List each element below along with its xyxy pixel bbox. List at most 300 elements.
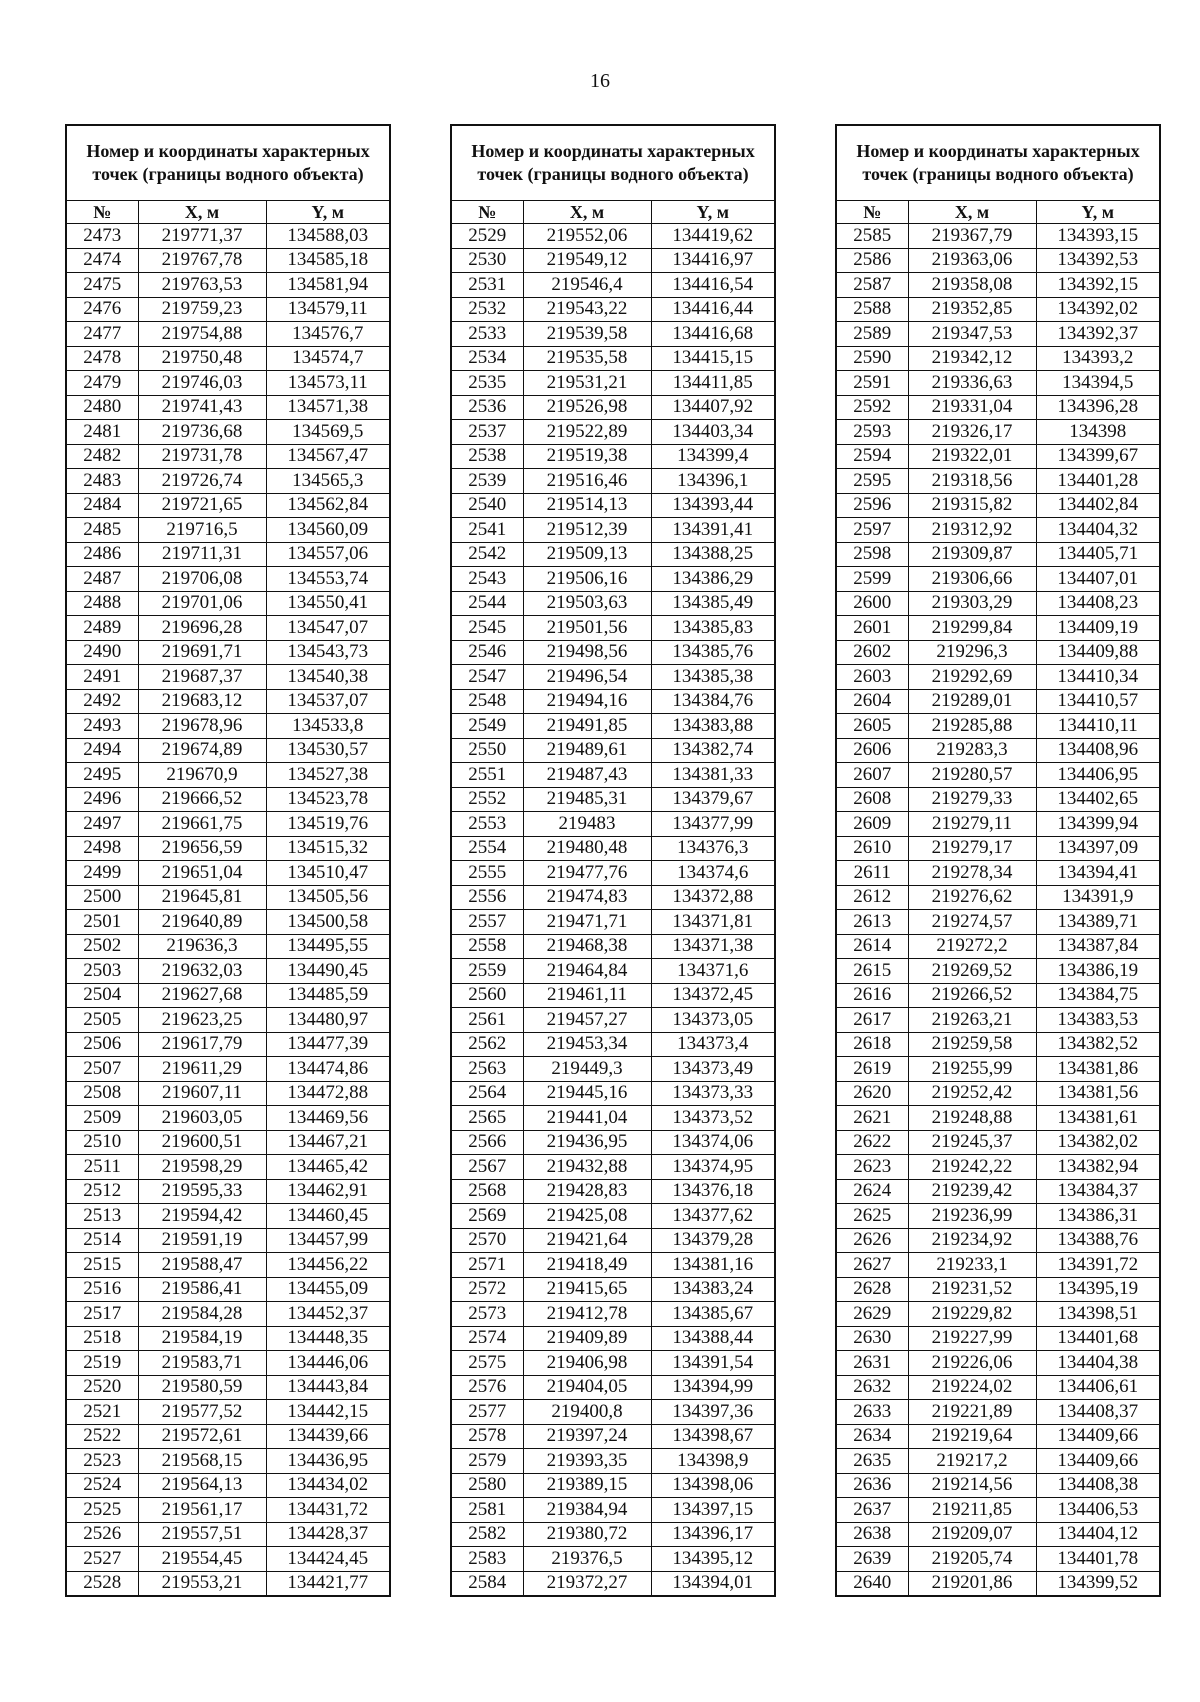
table-row: [836, 493, 1160, 518]
point-number: 2639: [836, 1547, 908, 1572]
x-coordinate: 219491,85: [523, 714, 651, 739]
x-coordinate: 219763,53: [138, 273, 266, 298]
x-coordinate: 219283,3: [908, 738, 1036, 763]
table-row: [66, 1400, 390, 1425]
table-row: [66, 469, 390, 494]
y-coordinate: 134408,96: [1036, 738, 1160, 763]
table-row: [451, 1032, 775, 1057]
table-row: [836, 248, 1160, 273]
table-row: [836, 1351, 1160, 1376]
table-row: [66, 983, 390, 1008]
table-row: [836, 1498, 1160, 1523]
table-row: [66, 1473, 390, 1498]
point-number: 2501: [66, 910, 138, 935]
table-body: [66, 224, 390, 1597]
point-number: 2509: [66, 1106, 138, 1131]
column-header-number: №: [66, 201, 138, 224]
x-coordinate: 219372,27: [523, 1571, 651, 1596]
x-coordinate: 219771,37: [138, 224, 266, 249]
x-coordinate: 219696,28: [138, 616, 266, 641]
table-row: [66, 1204, 390, 1229]
point-number: 2534: [451, 346, 523, 371]
point-number: 2620: [836, 1081, 908, 1106]
x-coordinate: 219418,49: [523, 1253, 651, 1278]
table-row: [66, 812, 390, 837]
point-number: 2512: [66, 1179, 138, 1204]
table-row: [836, 787, 1160, 812]
table-row: [836, 1081, 1160, 1106]
table-row: [451, 1106, 775, 1131]
point-number: 2549: [451, 714, 523, 739]
point-number: 2564: [451, 1081, 523, 1106]
table-row: [836, 395, 1160, 420]
x-coordinate: 219584,28: [138, 1302, 266, 1327]
point-number: 2584: [451, 1571, 523, 1596]
y-coordinate: 134397,15: [651, 1498, 775, 1523]
point-number: 2610: [836, 836, 908, 861]
point-number: 2479: [66, 371, 138, 396]
x-coordinate: 219468,38: [523, 934, 651, 959]
table-row: [836, 1547, 1160, 1572]
point-number: 2503: [66, 959, 138, 984]
point-number: 2559: [451, 959, 523, 984]
x-coordinate: 219425,08: [523, 1204, 651, 1229]
table-row: [836, 1449, 1160, 1474]
table-row: [451, 983, 775, 1008]
table-row: [836, 763, 1160, 788]
column-header-number: №: [451, 201, 523, 224]
y-coordinate: 134387,84: [1036, 934, 1160, 959]
table-row: [66, 640, 390, 665]
point-number: 2565: [451, 1106, 523, 1131]
table-row: [451, 1547, 775, 1572]
point-number: 2530: [451, 248, 523, 273]
point-number: 2552: [451, 787, 523, 812]
point-number: 2529: [451, 224, 523, 249]
point-number: 2547: [451, 665, 523, 690]
x-coordinate: 219380,72: [523, 1522, 651, 1547]
point-number: 2553: [451, 812, 523, 837]
x-coordinate: 219496,54: [523, 665, 651, 690]
y-coordinate: 134467,21: [266, 1130, 390, 1155]
table-row: [836, 1277, 1160, 1302]
y-coordinate: 134421,77: [266, 1571, 390, 1596]
y-coordinate: 134385,83: [651, 616, 775, 641]
point-number: 2625: [836, 1204, 908, 1229]
table-row: [66, 1571, 390, 1596]
y-coordinate: 134560,09: [266, 518, 390, 543]
table-row: [451, 1253, 775, 1278]
table-row: [66, 910, 390, 935]
table-row: [836, 1204, 1160, 1229]
table-row: [66, 1351, 390, 1376]
point-number: 2623: [836, 1155, 908, 1180]
x-coordinate: 219272,2: [908, 934, 1036, 959]
x-coordinate: 219607,11: [138, 1081, 266, 1106]
point-number: 2603: [836, 665, 908, 690]
point-number: 2476: [66, 297, 138, 322]
y-coordinate: 134469,56: [266, 1106, 390, 1131]
y-coordinate: 134416,68: [651, 322, 775, 347]
point-number: 2525: [66, 1498, 138, 1523]
table-row: [836, 1473, 1160, 1498]
x-coordinate: 219352,85: [908, 297, 1036, 322]
point-number: 2515: [66, 1253, 138, 1278]
point-number: 2638: [836, 1522, 908, 1547]
y-coordinate: 134540,38: [266, 665, 390, 690]
y-coordinate: 134397,09: [1036, 836, 1160, 861]
point-number: 2532: [451, 297, 523, 322]
y-coordinate: 134495,55: [266, 934, 390, 959]
x-coordinate: 219519,38: [523, 444, 651, 469]
x-coordinate: 219331,04: [908, 395, 1036, 420]
x-coordinate: 219656,59: [138, 836, 266, 861]
x-coordinate: 219636,3: [138, 934, 266, 959]
y-coordinate: 134472,88: [266, 1081, 390, 1106]
point-number: 2583: [451, 1547, 523, 1572]
y-coordinate: 134395,19: [1036, 1277, 1160, 1302]
y-coordinate: 134569,5: [266, 420, 390, 445]
page-number: 16: [590, 70, 610, 92]
x-coordinate: 219347,53: [908, 322, 1036, 347]
x-coordinate: 219441,04: [523, 1106, 651, 1131]
x-coordinate: 219531,21: [523, 371, 651, 396]
y-coordinate: 134399,52: [1036, 1571, 1160, 1596]
x-coordinate: 219226,06: [908, 1351, 1036, 1376]
point-number: 2524: [66, 1473, 138, 1498]
table-row: [836, 1375, 1160, 1400]
table-row: [451, 910, 775, 935]
table-row: [451, 1326, 775, 1351]
point-number: 2589: [836, 322, 908, 347]
y-coordinate: 134398,9: [651, 1449, 775, 1474]
point-number: 2543: [451, 567, 523, 592]
table-row: [836, 297, 1160, 322]
x-coordinate: 219255,99: [908, 1057, 1036, 1082]
table-row: [451, 738, 775, 763]
table-row: [451, 1351, 775, 1376]
point-number: 2527: [66, 1547, 138, 1572]
x-coordinate: 219457,27: [523, 1008, 651, 1033]
x-coordinate: 219506,16: [523, 567, 651, 592]
y-coordinate: 134392,15: [1036, 273, 1160, 298]
y-coordinate: 134439,66: [266, 1424, 390, 1449]
table-row: [836, 1008, 1160, 1033]
x-coordinate: 219598,29: [138, 1155, 266, 1180]
table-row: [66, 861, 390, 886]
table-row: [66, 1522, 390, 1547]
y-coordinate: 134434,02: [266, 1473, 390, 1498]
point-number: 2596: [836, 493, 908, 518]
y-coordinate: 134547,07: [266, 616, 390, 641]
y-coordinate: 134382,74: [651, 738, 775, 763]
table-row: [836, 934, 1160, 959]
table-row: [451, 1008, 775, 1033]
x-coordinate: 219595,33: [138, 1179, 266, 1204]
point-number: 2536: [451, 395, 523, 420]
x-coordinate: 219539,58: [523, 322, 651, 347]
point-number: 2570: [451, 1228, 523, 1253]
table-row: [836, 616, 1160, 641]
point-number: 2548: [451, 689, 523, 714]
y-coordinate: 134474,86: [266, 1057, 390, 1082]
y-coordinate: 134523,78: [266, 787, 390, 812]
table-row: [836, 1057, 1160, 1082]
column-header-y: Y, м: [266, 201, 390, 224]
x-coordinate: 219263,21: [908, 1008, 1036, 1033]
x-coordinate: 219400,8: [523, 1400, 651, 1425]
x-coordinate: 219409,89: [523, 1326, 651, 1351]
table-row: [451, 444, 775, 469]
x-coordinate: 219535,58: [523, 346, 651, 371]
point-number: 2606: [836, 738, 908, 763]
table-row: [66, 665, 390, 690]
y-coordinate: 134388,25: [651, 542, 775, 567]
y-coordinate: 134406,53: [1036, 1498, 1160, 1523]
x-coordinate: 219233,1: [908, 1253, 1036, 1278]
point-number: 2578: [451, 1424, 523, 1449]
point-number: 2500: [66, 885, 138, 910]
y-coordinate: 134477,39: [266, 1032, 390, 1057]
x-coordinate: 219554,45: [138, 1547, 266, 1572]
table-row: [451, 885, 775, 910]
point-number: 2608: [836, 787, 908, 812]
x-coordinate: 219474,83: [523, 885, 651, 910]
x-coordinate: 219767,78: [138, 248, 266, 273]
y-coordinate: 134383,53: [1036, 1008, 1160, 1033]
point-number: 2561: [451, 1008, 523, 1033]
table-row: [451, 1277, 775, 1302]
y-coordinate: 134396,17: [651, 1522, 775, 1547]
y-coordinate: 134395,12: [651, 1547, 775, 1572]
coordinates-table-2: [450, 124, 776, 1597]
x-coordinate: 219363,06: [908, 248, 1036, 273]
x-coordinate: 219436,95: [523, 1130, 651, 1155]
y-coordinate: 134403,34: [651, 420, 775, 445]
table-row: [451, 420, 775, 445]
x-coordinate: 219239,42: [908, 1179, 1036, 1204]
table-row: [451, 273, 775, 298]
y-coordinate: 134394,99: [651, 1375, 775, 1400]
y-coordinate: 134374,06: [651, 1130, 775, 1155]
point-number: 2627: [836, 1253, 908, 1278]
point-number: 2593: [836, 420, 908, 445]
table-row: [66, 1253, 390, 1278]
point-number: 2600: [836, 591, 908, 616]
x-coordinate: 219759,23: [138, 297, 266, 322]
table-row: [836, 542, 1160, 567]
point-number: 2496: [66, 787, 138, 812]
x-coordinate: 219706,08: [138, 567, 266, 592]
x-coordinate: 219322,01: [908, 444, 1036, 469]
table-row: [451, 1057, 775, 1082]
x-coordinate: 219205,74: [908, 1547, 1036, 1572]
y-coordinate: 134383,24: [651, 1277, 775, 1302]
table-row: [66, 395, 390, 420]
x-coordinate: 219584,19: [138, 1326, 266, 1351]
table-row: [66, 1179, 390, 1204]
table-row: [836, 346, 1160, 371]
table-row: [66, 959, 390, 984]
y-coordinate: 134388,76: [1036, 1228, 1160, 1253]
y-coordinate: 134406,95: [1036, 763, 1160, 788]
y-coordinate: 134409,19: [1036, 616, 1160, 641]
table-row: [451, 787, 775, 812]
x-coordinate: 219242,22: [908, 1155, 1036, 1180]
point-number: 2540: [451, 493, 523, 518]
y-coordinate: 134373,4: [651, 1032, 775, 1057]
point-number: 2604: [836, 689, 908, 714]
table-row: [66, 1375, 390, 1400]
point-number: 2495: [66, 763, 138, 788]
point-number: 2533: [451, 322, 523, 347]
y-coordinate: 134490,45: [266, 959, 390, 984]
table-row: [66, 1424, 390, 1449]
x-coordinate: 219645,81: [138, 885, 266, 910]
x-coordinate: 219211,85: [908, 1498, 1036, 1523]
point-number: 2591: [836, 371, 908, 396]
table-row: [66, 1449, 390, 1474]
point-number: 2573: [451, 1302, 523, 1327]
y-coordinate: 134550,41: [266, 591, 390, 616]
y-coordinate: 134407,01: [1036, 567, 1160, 592]
x-coordinate: 219514,13: [523, 493, 651, 518]
table-row: [451, 493, 775, 518]
table-body: [451, 224, 775, 1597]
table-row: [66, 934, 390, 959]
table-row: [451, 665, 775, 690]
table-row: [451, 1302, 775, 1327]
table-row: [451, 395, 775, 420]
table-row: [66, 1155, 390, 1180]
x-coordinate: 219572,61: [138, 1424, 266, 1449]
point-number: 2598: [836, 542, 908, 567]
table-row: [451, 542, 775, 567]
table-row: [66, 1032, 390, 1057]
table-row: [66, 371, 390, 396]
x-coordinate: 219453,34: [523, 1032, 651, 1057]
point-number: 2475: [66, 273, 138, 298]
y-coordinate: 134519,76: [266, 812, 390, 837]
y-coordinate: 134373,05: [651, 1008, 775, 1033]
x-coordinate: 219577,52: [138, 1400, 266, 1425]
y-coordinate: 134436,95: [266, 1449, 390, 1474]
point-number: 2630: [836, 1326, 908, 1351]
point-number: 2558: [451, 934, 523, 959]
y-coordinate: 134401,78: [1036, 1547, 1160, 1572]
table-row: [836, 1032, 1160, 1057]
table-row: [451, 518, 775, 543]
y-coordinate: 134382,52: [1036, 1032, 1160, 1057]
point-number: 2560: [451, 983, 523, 1008]
x-coordinate: 219358,08: [908, 273, 1036, 298]
x-coordinate: 219461,11: [523, 983, 651, 1008]
table-row: [836, 714, 1160, 739]
table-row: [836, 518, 1160, 543]
table-row: [836, 444, 1160, 469]
point-number: 2504: [66, 983, 138, 1008]
x-coordinate: 219303,29: [908, 591, 1036, 616]
x-coordinate: 219231,52: [908, 1277, 1036, 1302]
x-coordinate: 219248,88: [908, 1106, 1036, 1131]
y-coordinate: 134392,37: [1036, 322, 1160, 347]
y-coordinate: 134416,44: [651, 297, 775, 322]
table-row: [836, 959, 1160, 984]
point-number: 2633: [836, 1400, 908, 1425]
y-coordinate: 134404,38: [1036, 1351, 1160, 1376]
point-number: 2489: [66, 616, 138, 641]
table-row: [836, 591, 1160, 616]
x-coordinate: 219546,4: [523, 273, 651, 298]
table-row: [451, 591, 775, 616]
table-row: [66, 297, 390, 322]
x-coordinate: 219406,98: [523, 1351, 651, 1376]
point-number: 2473: [66, 224, 138, 249]
point-number: 2566: [451, 1130, 523, 1155]
point-number: 2571: [451, 1253, 523, 1278]
table-row: [836, 689, 1160, 714]
point-number: 2537: [451, 420, 523, 445]
y-coordinate: 134393,2: [1036, 346, 1160, 371]
point-number: 2588: [836, 297, 908, 322]
point-number: 2554: [451, 836, 523, 861]
x-coordinate: 219588,47: [138, 1253, 266, 1278]
point-number: 2513: [66, 1204, 138, 1229]
point-number: 2499: [66, 861, 138, 886]
point-number: 2592: [836, 395, 908, 420]
x-coordinate: 219674,89: [138, 738, 266, 763]
table-row: [451, 616, 775, 641]
point-number: 2586: [836, 248, 908, 273]
x-coordinate: 219306,66: [908, 567, 1036, 592]
y-coordinate: 134386,19: [1036, 959, 1160, 984]
point-number: 2640: [836, 1571, 908, 1596]
point-number: 2541: [451, 518, 523, 543]
point-number: 2487: [66, 567, 138, 592]
x-coordinate: 219412,78: [523, 1302, 651, 1327]
table-row: [66, 1302, 390, 1327]
point-number: 2494: [66, 738, 138, 763]
y-coordinate: 134386,29: [651, 567, 775, 592]
y-coordinate: 134442,15: [266, 1400, 390, 1425]
point-number: 2551: [451, 763, 523, 788]
table-row: [836, 1106, 1160, 1131]
y-coordinate: 134381,33: [651, 763, 775, 788]
table-row: [66, 885, 390, 910]
x-coordinate: 219754,88: [138, 322, 266, 347]
x-coordinate: 219421,64: [523, 1228, 651, 1253]
table-row: [836, 1130, 1160, 1155]
table-row: [451, 1204, 775, 1229]
x-coordinate: 219326,17: [908, 420, 1036, 445]
table-row: [836, 640, 1160, 665]
x-coordinate: 219285,88: [908, 714, 1036, 739]
point-number: 2511: [66, 1155, 138, 1180]
x-coordinate: 219464,84: [523, 959, 651, 984]
point-number: 2519: [66, 1351, 138, 1376]
y-coordinate: 134391,9: [1036, 885, 1160, 910]
table-row: [451, 861, 775, 886]
x-coordinate: 219731,78: [138, 444, 266, 469]
table-row: [66, 1106, 390, 1131]
x-coordinate: 219543,22: [523, 297, 651, 322]
y-coordinate: 134537,07: [266, 689, 390, 714]
y-coordinate: 134373,33: [651, 1081, 775, 1106]
y-coordinate: 134557,06: [266, 542, 390, 567]
table-body: [836, 224, 1160, 1597]
x-coordinate: 219512,39: [523, 518, 651, 543]
table-row: [66, 567, 390, 592]
